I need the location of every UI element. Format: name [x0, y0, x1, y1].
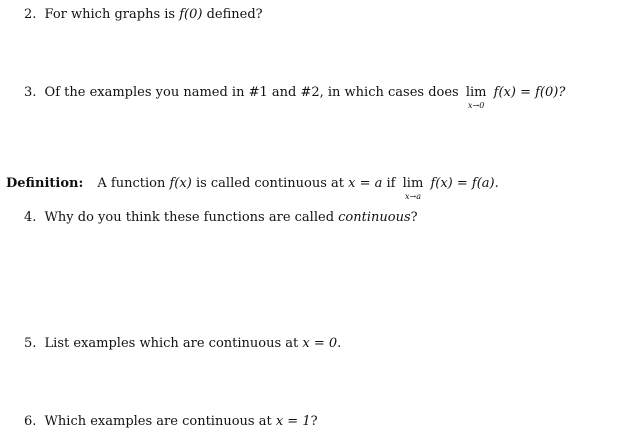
definition-text: if — [386, 176, 396, 191]
question-number: 3. — [24, 85, 37, 100]
limit-operator — [465, 85, 487, 110]
question-6 — [24, 414, 318, 430]
math-expression: f(x) = f(a). — [430, 176, 499, 191]
question-text-end: ? — [410, 210, 418, 225]
definition-text: A function — [97, 176, 166, 191]
math-expression: f(x) — [169, 176, 192, 191]
question-number: 4. — [24, 210, 37, 225]
question-text: Which examples are continuous at — [44, 414, 272, 429]
question-text: List examples which are continuous at — [44, 336, 299, 351]
limit-operator — [402, 176, 424, 201]
math-expression: x = 0 — [302, 336, 338, 351]
definition-label: Definition: — [6, 176, 84, 191]
question-number: 5. — [24, 336, 37, 351]
definition-text: is called continuous at — [195, 176, 344, 191]
question-text-end: ? — [310, 414, 318, 429]
question-text: Why do you think these functions are called — [44, 210, 335, 225]
question-number: 6. — [24, 414, 37, 429]
limit-subscript: x→0 — [468, 101, 485, 110]
question-text: For which graphs is — [44, 7, 176, 22]
question-text-end: . — [337, 336, 342, 351]
question-text-end: defined? — [206, 7, 263, 22]
question-3 — [24, 85, 566, 110]
limit-subscript: x→a — [404, 192, 421, 201]
limit-word: lim — [402, 176, 424, 191]
question-2 — [24, 7, 263, 23]
math-expression: f(0) — [179, 7, 203, 22]
question-text: Of the examples you named in #1 and #2, in which cases does — [44, 85, 459, 100]
math-expression: x = a — [348, 176, 383, 191]
emphasized-word: continuous — [338, 210, 411, 225]
question-5 — [24, 336, 341, 352]
math-expression: f(x) = f(0)? — [493, 85, 566, 100]
question-4 — [24, 210, 418, 226]
math-expression: x = 1 — [275, 414, 311, 429]
question-number: 2. — [24, 7, 37, 22]
definition — [6, 176, 499, 201]
limit-word: lim — [465, 85, 487, 100]
